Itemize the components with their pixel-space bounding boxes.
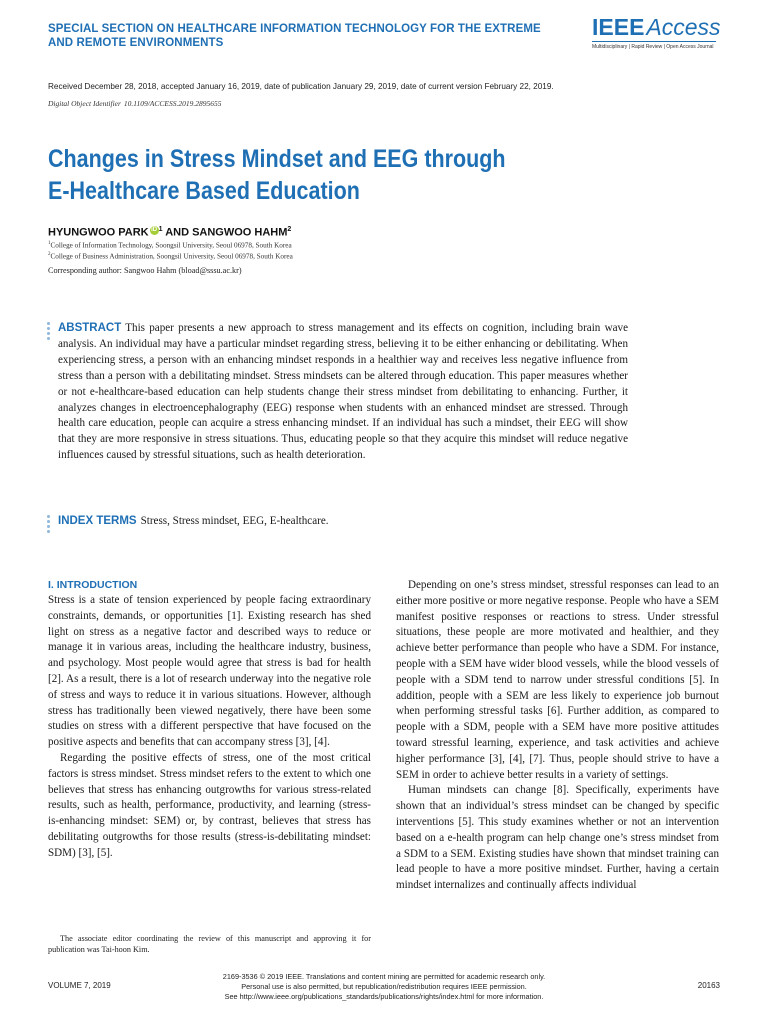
affiliation-text: College of Information Technology, Soongsil University, Seoul 06978, South Korea xyxy=(50,241,292,250)
abstract-dots-icon xyxy=(47,322,51,342)
volume-label: VOLUME 7, 2019 xyxy=(48,981,111,990)
logo-rule xyxy=(592,41,716,42)
copyright-notice xyxy=(184,972,584,1002)
affiliation-sup: 2 xyxy=(48,252,51,257)
doi-value: 10.1109/ACCESS.2019.2895655 xyxy=(123,99,222,108)
abstract xyxy=(58,321,628,464)
body-paragraph: Depending on one’s stress mindset, stressful responses can lead to an either more positive or more negative response. People who have a SEM manifest positive responses or reactions to stress. Under stressful situations, these people are more motivated and healthier, and they achieve better performance than people who have a SDM. For instance, people with a SEM have wider blood vessels, while the blood vessels of people with a SDM tend to narrow under stressful conditions [5]. In addition, people with a SEM are less likely to experience job burnout when performing stressful tasks [6]. Further addition, as compared to people with a SDM, people with a SEM have more positive attitudes toward stressful learning, experience, and task activities and achieve higher performance [3], [4], [7]. Thus, people should strive to have a SEM in order to achieve better results in a variety of settings. xyxy=(396,579,719,781)
editor-footnote xyxy=(48,933,371,955)
author2-name: AND SANGWOO HAHM xyxy=(162,226,288,239)
logo-ieee: IEEE xyxy=(592,14,645,40)
logo-tagline: Multidisciplinary | Rapid Review | Open Access Journal xyxy=(592,44,714,50)
section-heading-introduction: I. INTRODUCTION xyxy=(48,579,138,591)
logo-access: Access xyxy=(646,14,721,40)
index-terms-heading: INDEX TERMS xyxy=(58,515,137,527)
abstract-heading: ABSTRACT xyxy=(58,322,122,334)
paper-title xyxy=(48,143,564,207)
author-line xyxy=(48,226,291,239)
title-line2: E-Healthcare Based Education xyxy=(48,177,360,205)
author2-affil-sup: 2 xyxy=(287,226,292,233)
copyright-line3: See http://www.ieee.org/publications_standards/publications/rights/index.html for more information. xyxy=(224,992,544,1001)
special-section-line2: AND REMOTE ENVIRONMENTS xyxy=(48,37,224,49)
publication-dates: Received December 28, 2018, accepted January 16, 2019, date of publication January 29, 2019, date of current version February 22, 2019. xyxy=(48,82,554,91)
body-paragraph: Stress is a state of tension experienced by people facing extraordinary constraints, demands, or opportunities [1]. Existing research has shed light on stress as a negative factor and described ways to reduce or manage it in various areas, including the healthcare industry, business, and psychology. Most people would agree that stress is bad for health [2]. As a result, there is a lot of research underway into the negative role of stress and ways to reduce it in various situations. However, although stress has traditionally been viewed negatively, there have been some studies on stress with a different perspective that have focused on the positive aspects and benefits that can accompany stress [3], [4]. xyxy=(48,594,371,749)
right-column xyxy=(396,578,719,894)
footnote-text: The associate editor coordinating the review of this manuscript and approving it for publication was Tai-hoon Kim. xyxy=(48,934,371,954)
affiliation-1 xyxy=(48,241,292,249)
title-line1: Changes in Stress Mindset and EEG through xyxy=(48,145,506,173)
abstract-text: This paper presents a new approach to stress management and its effects on cognition, including brain wave analysis. An individual may have a particular mindset regarding stress, believing it to be either enhancing or debilitating. When experiencing stress, a person with an enhancing mindset responds in a healthier way and receives less negative influence from stress than a person with a debilitating mindset. Stress mindsets can be altered through education. This paper measures whether or not e-healthcare-based education can help students change their stress mindset from debilitating to enhancing. Further, it analyzes changes in electroencephalography (EEG) response when students with an enhanced mindset are stressed. Through health care education, people can acquire a stress enhancing mindset. If an individual has such a mindset, their EEG will show that they are more responsive in stress situations. Thus, educating people so that they acquire this mindset will reduce negative influences caused by stressful situations, such as health deterioration. xyxy=(58,322,628,462)
body-paragraph: Regarding the positive effects of stress, one of the most critical factors is stress mindset. Stress mindset refers to the extent to which one believes that stress has enhancing outgrowths for various stress-related results, such as health, performance, productivity, and learning (stress-is-enhancing mindset: SEM) or, by contrast, believes that stress has debilitating outgrowths for those results (stress-is-debilitating mindset: SDM) [3], [5]. xyxy=(48,751,371,859)
orcid-icon[interactable]: iD xyxy=(151,227,158,233)
logo-wordmark xyxy=(592,14,722,40)
affiliation-2 xyxy=(48,252,293,260)
corresponding-author: Corresponding author: Sangwoo Hahm (bload@sssu.ac.kr) xyxy=(48,266,242,275)
special-section-line1: SPECIAL SECTION ON HEALTHCARE INFORMATION TECHNOLOGY FOR THE EXTREME xyxy=(48,23,541,35)
special-section-banner xyxy=(48,22,608,50)
author1-affil-sup: 1 xyxy=(158,226,163,233)
left-column xyxy=(48,578,371,862)
affiliation-sup: 1 xyxy=(48,241,51,246)
ieee-access-logo xyxy=(592,14,722,50)
affiliation-text: College of Business Administration, Soongsil University, Seoul 06978, South Korea xyxy=(50,252,293,261)
doi-line xyxy=(48,99,221,108)
index-terms xyxy=(58,514,329,529)
index-terms-text: Stress, Stress mindset, EEG, E-healthcare. xyxy=(140,515,329,527)
doi-label: Digital Object Identifier xyxy=(48,99,121,108)
author1-name: HYUNGWOO PARK xyxy=(48,226,149,239)
copyright-line1: 2169-3536 © 2019 IEEE. Translations and content mining are permitted for academic research only. xyxy=(222,972,546,981)
page-number: 20163 xyxy=(697,981,720,990)
index-terms-dots-icon xyxy=(47,515,51,535)
copyright-line2: Personal use is also permitted, but republication/redistribution requires IEEE permission. xyxy=(241,982,527,991)
body-paragraph: Human mindsets can change [8]. Specifically, experiments have shown that an individual’s stress mindset can be changed by specific interventions [5]. This study examines whether or not an intervention based on a e-health program can help change one’s stress mindset from a SDM to a SEM. Existing studies have shown that mindset training can lead people to have a more positive mindset. Further, having a certain mindset internalizes and continually affects individual xyxy=(396,784,719,892)
